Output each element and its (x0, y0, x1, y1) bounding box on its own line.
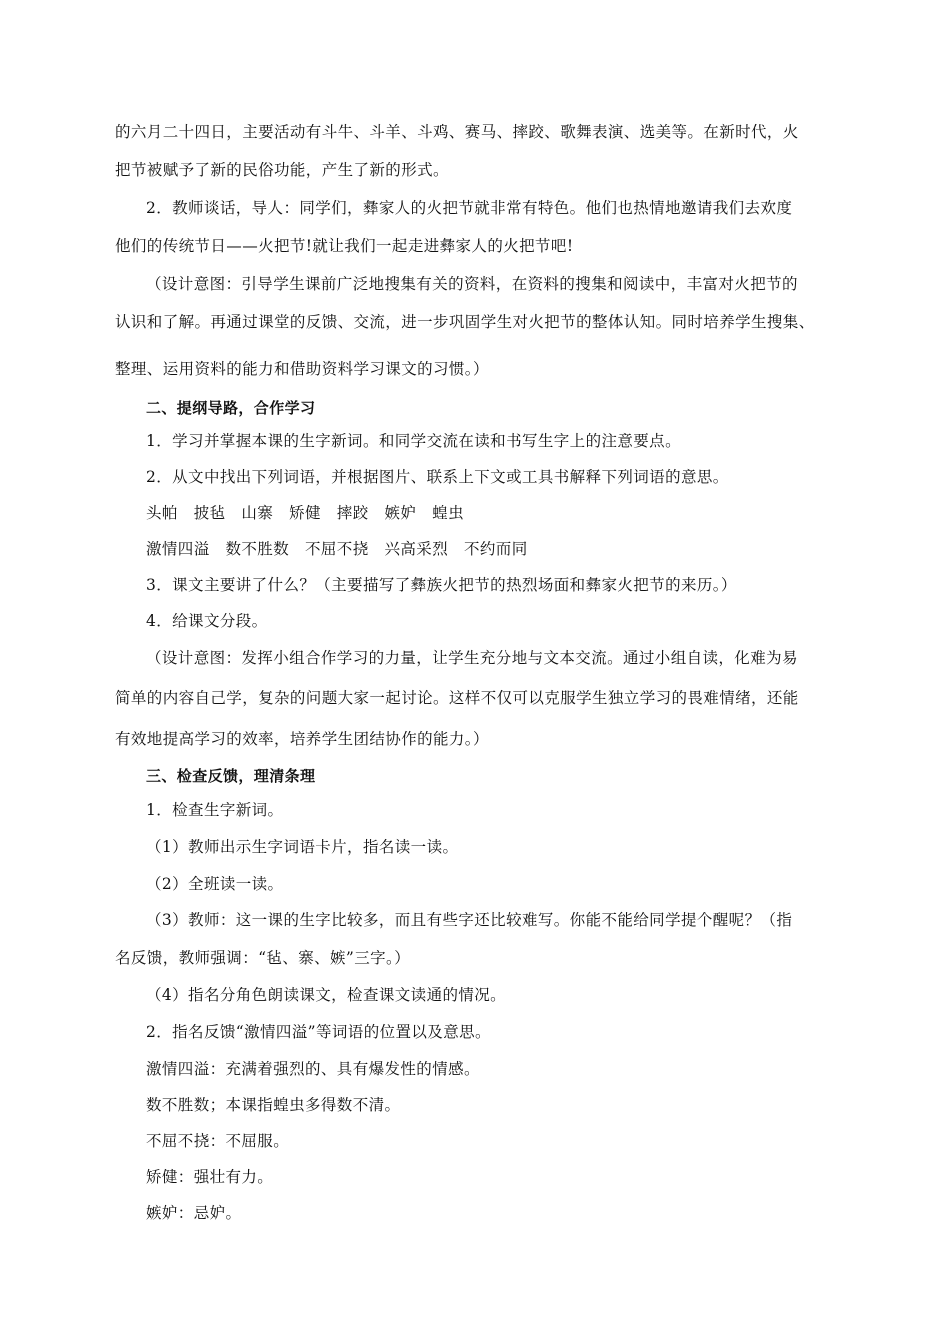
section-heading: 二、提纲导路，合作学习 (146, 399, 316, 417)
paragraph-line: 2．指名反馈“激情四溢”等词语的位置以及意思。 (146, 1023, 491, 1041)
paragraph-line: 认识和了解。再通过课堂的反馈、交流，进一步巩固学生对火把节的整体认知。同时培养学生搜集、 (115, 313, 815, 331)
vocabulary-line: 头帕 披毡 山寨 矫健 摔跤 嫉妒 蝗虫 (146, 504, 465, 522)
paragraph-line: 整理、运用资料的能力和借助资料学习课文的习惯。） (115, 360, 489, 378)
definition-line: 矫健：强壮有力。 (146, 1168, 274, 1186)
paragraph-line: 他们的传统节日——火把节!就让我们一起走进彝家人的火把节吧! (115, 237, 574, 255)
vocabulary-line: 激情四溢 数不胜数 不屈不挠 兴高采烈 不约而同 (146, 540, 528, 558)
paragraph-line: 简单的内容自己学，复杂的问题大家一起讨论。这样不仅可以克服学生独立学习的畏难情绪，还能 (115, 689, 799, 707)
paragraph-line: （设计意图：发挥小组合作学习的力量，让学生充分地与文本交流。通过小组自读，化难为易 (146, 649, 798, 667)
paragraph-line: 3．课文主要讲了什么？（主要描写了彝族火把节的热烈场面和彝家火把节的来历。） (146, 576, 737, 594)
section-heading: 三、检查反馈，理清条理 (146, 767, 316, 785)
definition-line: 数不胜数；本课指蝗虫多得数不清。 (146, 1096, 401, 1114)
paragraph-line: （1）教师出示生字词语卡片，指名读一读。 (146, 838, 459, 856)
paragraph-line: （设计意图：引导学生课前广泛地搜集有关的资料，在资料的搜集和阅读中，丰富对火把节的 (146, 275, 798, 293)
definition-line: 激情四溢：充满着强烈的、具有爆发性的情感。 (146, 1060, 480, 1078)
paragraph-line: （2）全班读一读。 (146, 875, 284, 893)
paragraph-line: 有效地提高学习的效率，培养学生团结协作的能力。） (115, 730, 489, 748)
paragraph-line: （3）教师：这一课的生字比较多，而且有些字还比较难写。你能不能给同学提个醒呢？（指 (146, 911, 793, 929)
paragraph-line: 4．给课文分段。 (146, 612, 268, 630)
paragraph-line: （4）指名分角色朗读课文，检查课文读通的情况。 (146, 986, 507, 1004)
paragraph-line: 把节被赋予了新的民俗功能，产生了新的形式。 (115, 161, 449, 179)
paragraph-line: 的六月二十四日，主要活动有斗牛、斗羊、斗鸡、赛马、摔跤、歌舞表演、选美等。在新时代，火 (115, 123, 799, 141)
definition-line: 不屈不挠：不屈服。 (146, 1132, 290, 1150)
paragraph-line: 1．检查生字新词。 (146, 801, 284, 819)
paragraph-line: 2．从文中找出下列词语，并根据图片、联系上下文或工具书解释下列词语的意思。 (146, 468, 729, 486)
paragraph-line: 1．学习并掌握本课的生字新词。和同学交流在读和书写生字上的注意要点。 (146, 432, 681, 450)
definition-line: 嫉妒：忌妒。 (146, 1204, 242, 1222)
paragraph-line: 2．教师谈话，导人：同学们，彝家人的火把节就非常有特色。他们也热情地邀请我们去欢度 (146, 199, 793, 217)
paragraph-line: 名反馈，教师强调：“毡、寨、嫉”三字。） (115, 949, 411, 967)
